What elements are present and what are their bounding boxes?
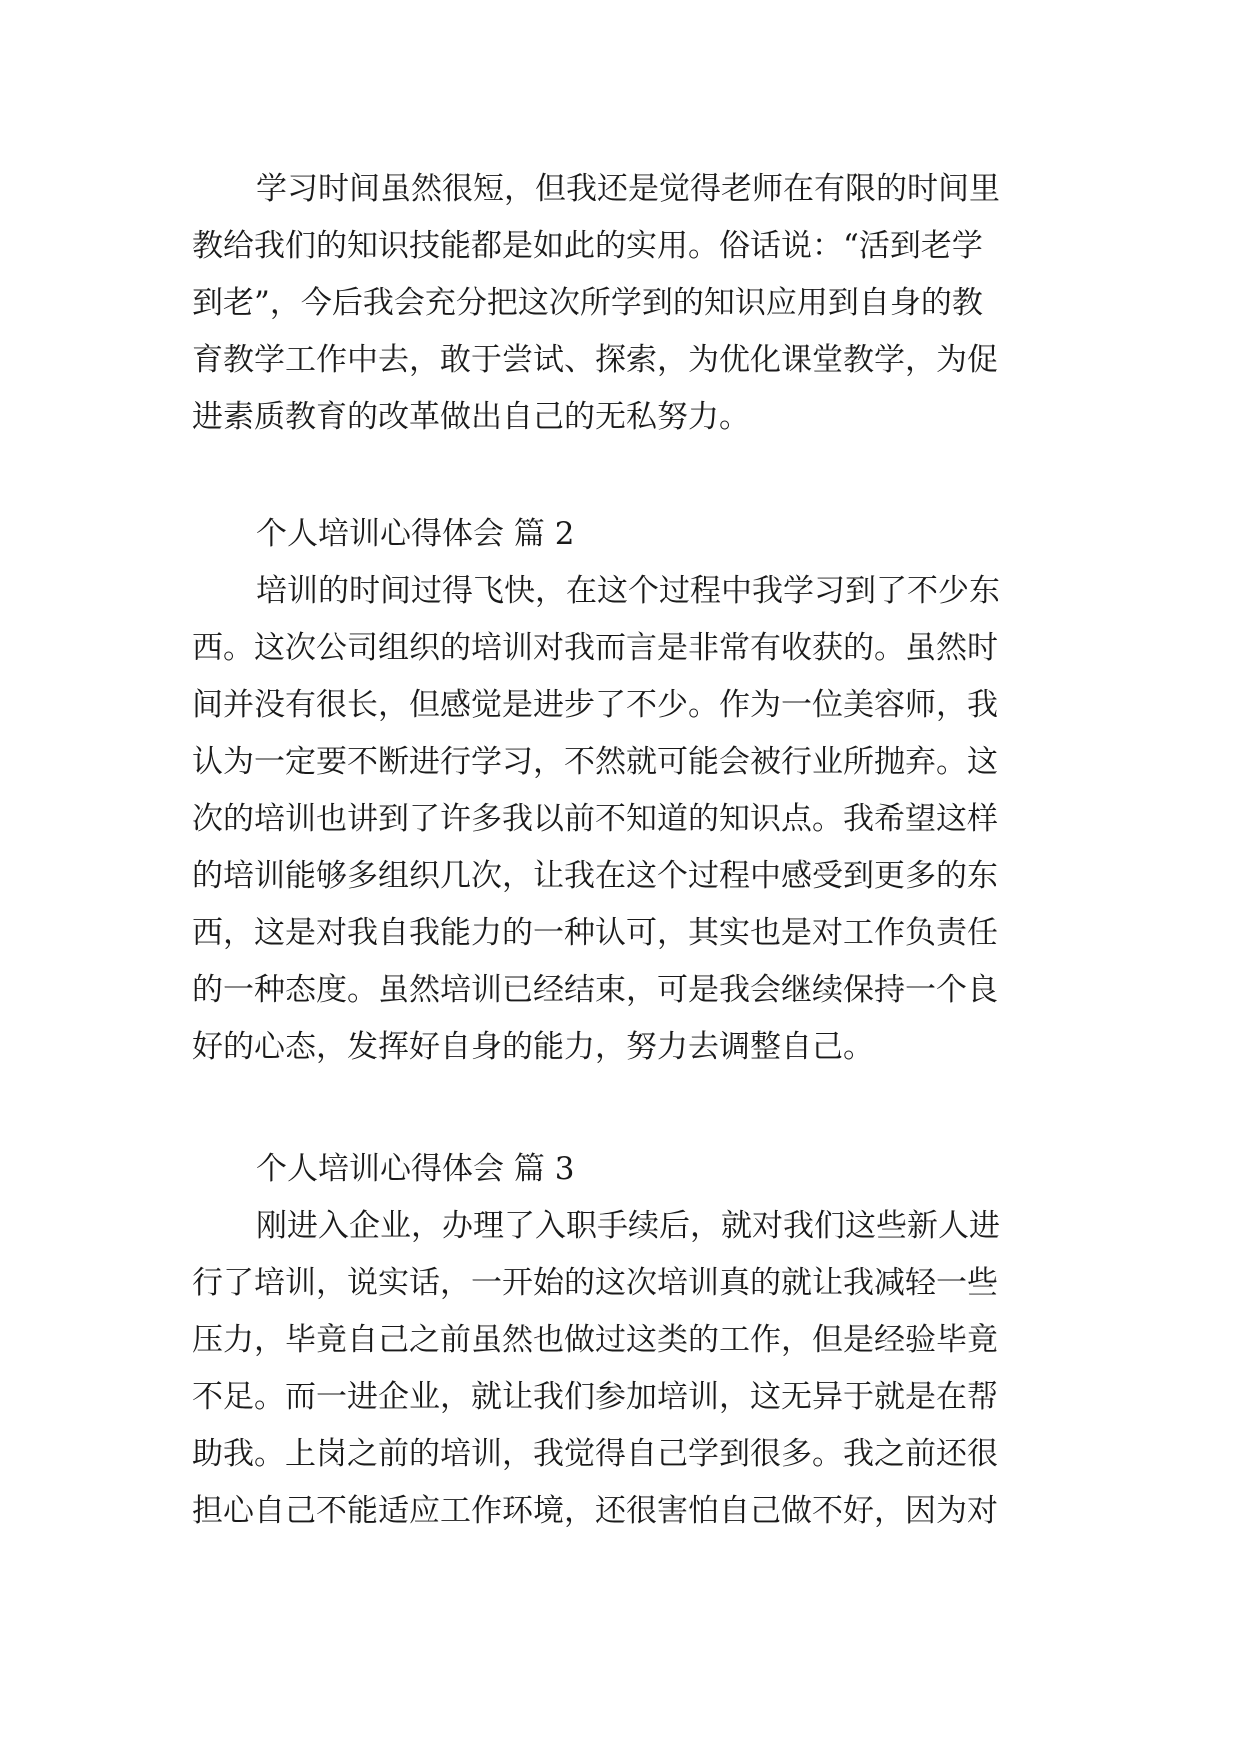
section-2-line: 好的心态，发挥好自身的能力，努力去调整自己。 <box>192 1029 874 1065</box>
section-2-line: 次的培训也讲到了许多我以前不知道的知识点。我希望这样 <box>192 801 998 837</box>
section-3-line: 担心自己不能适应工作环境，还很害怕自己做不好，因为对 <box>192 1493 998 1529</box>
section-3-line: 助我。上岗之前的培训，我觉得自己学到很多。我之前还很 <box>192 1436 998 1472</box>
paragraph-1-line: 育教学工作中去，敢于尝试、探索，为优化课堂教学，为促 <box>192 342 998 378</box>
paragraph-1-line: 学习时间虽然很短，但我还是觉得老师在有限的时间里 <box>256 171 1000 207</box>
section-2-line: 的一种态度。虽然培训已经结束，可是我会继续保持一个良 <box>192 972 998 1008</box>
section-2-line: 间并没有很长，但感觉是进步了不少。作为一位美容师，我 <box>192 687 998 723</box>
paragraph-1-line: 教给我们的知识技能都是如此的实用。俗话说：“活到老学 <box>192 228 983 264</box>
section-3-line: 压力，毕竟自己之前虽然也做过这类的工作，但是经验毕竟 <box>192 1322 998 1358</box>
section-2-line: 西，这是对我自我能力的一种认可，其实也是对工作负责任 <box>192 915 998 951</box>
section-3-line: 行了培训，说实话，一开始的这次培训真的就让我减轻一些 <box>192 1265 998 1301</box>
section-2-line: 的培训能够多组织几次，让我在这个过程中感受到更多的东 <box>192 858 998 894</box>
paragraph-1-line: 到老”，今后我会充分把这次所学到的知识应用到自身的教 <box>192 285 983 321</box>
paragraph-1-line: 进素质教育的改革做出自己的无私努力。 <box>192 399 750 435</box>
section-2-line: 培训的时间过得飞快，在这个过程中我学习到了不少东 <box>256 573 1000 609</box>
section-3-heading: 个人培训心得体会 篇 3 <box>256 1151 575 1187</box>
section-3-line: 不足。而一进企业，就让我们参加培训，这无异于就是在帮 <box>192 1379 998 1415</box>
section-2-line: 认为一定要不断进行学习，不然就可能会被行业所抛弃。这 <box>192 744 998 780</box>
section-3-line: 刚进入企业，办理了入职手续后，就对我们这些新人进 <box>256 1208 1000 1244</box>
section-2-line: 西。这次公司组织的培训对我而言是非常有收获的。虽然时 <box>192 630 998 666</box>
section-2-heading: 个人培训心得体会 篇 2 <box>256 516 575 552</box>
